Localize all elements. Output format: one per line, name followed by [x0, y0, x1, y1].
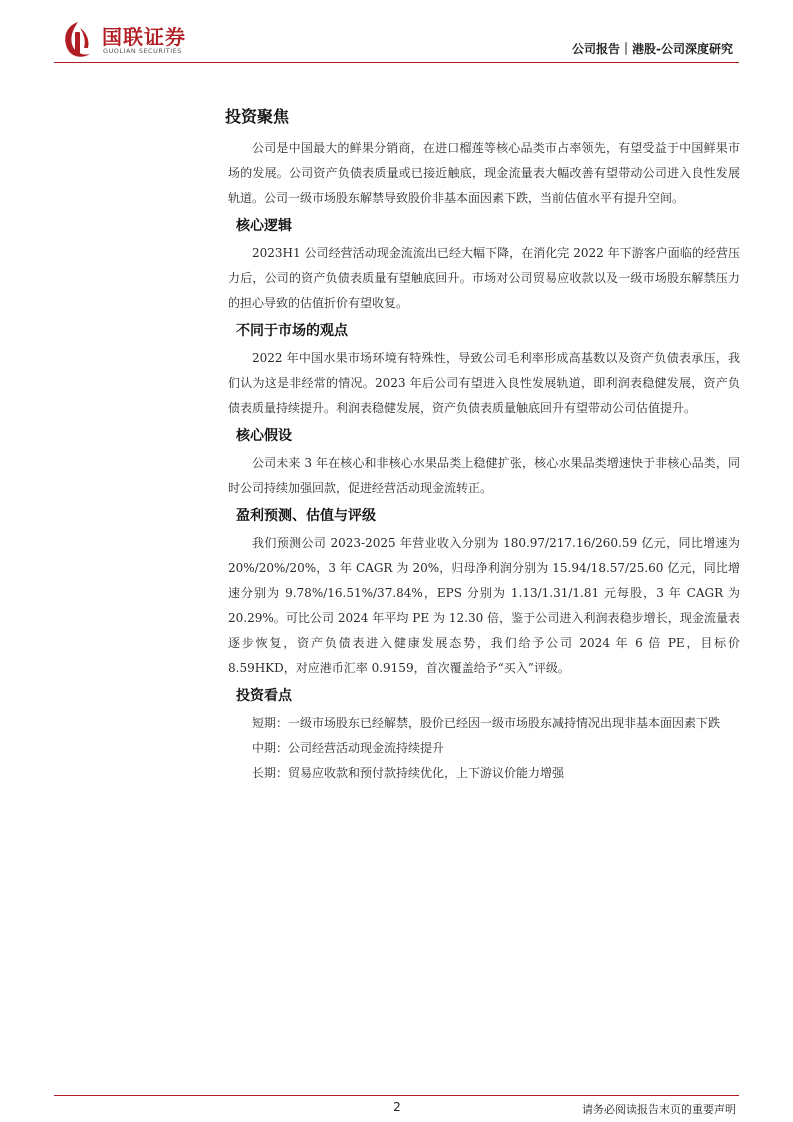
- header-divider: [54, 62, 739, 63]
- section-body-contrarian-view: 2022 年中国水果市场环境有特殊性，导致公司毛利率形成高基数以及资产负债表承压，我们认为这是非经常的情况。2023 年后公司有望进入良性发展轨道，即利润表稳健发展，资产负债表质量持续提升。利润表稳健发展，资产负债表质量触底回升有望带动公司估值提升。: [228, 351, 740, 415]
- company-logo: [60, 20, 210, 60]
- section-heading-investment-points: 投资看点: [236, 688, 292, 704]
- footer-disclaimer: 请务必阅读报告末页的重要声明: [582, 1103, 736, 1116]
- page-title: 投资聚焦: [225, 107, 290, 126]
- intro-paragraph: 公司是中国最大的鲜果分销商，在进口榴莲等核心品类市占率领先，有望受益于中国鲜果市场的发展。公司资产负债表质量或已接近触底，现金流量表大幅改善有望带动公司进入良性发展轨道。公司一级市场股东解禁导致股价非基本面因素下跌，当前估值水平有提升空间。: [228, 141, 740, 205]
- section-heading-forecast-valuation: 盈利预测、估值与评级: [236, 508, 376, 524]
- investment-point-mid-term: 中期：公司经营活动现金流持续提升: [252, 741, 445, 755]
- page-number: 2: [393, 1100, 401, 1114]
- report-type-label: 公司报告｜港股-公司深度研究: [572, 42, 733, 56]
- investment-point-long-term: 长期：贸易应收款和预付款持续优化，上下游议价能力增强: [252, 766, 565, 780]
- investment-point-short-term: 短期：一级市场股东已经解禁，股价已经因一级市场股东减持情况出现非基本面因素下跌: [252, 716, 721, 730]
- main-content: [225, 104, 740, 786]
- page-header: [0, 0, 793, 70]
- section-body-core-logic: 2023H1 公司经营活动现金流流出已经大幅下降，在消化完 2022 年下游客户面临的经营压力后，公司的资产负债表质量有望触底回升。市场对公司贸易应收款以及一级市场股东解禁压力的担心导致的估值折价有望收复。: [228, 246, 740, 310]
- section-heading-contrarian-view: 不同于市场的观点: [236, 323, 348, 339]
- section-heading-core-assumptions: 核心假设: [236, 428, 292, 444]
- logo-icon: [60, 20, 96, 60]
- section-body-forecast-valuation: 我们预测公司 2023-2025 年营业收入分别为 180.97/217.16/260.59 亿元，同比增速为 20%/20%/20%，3 年 CAGR 为 20%，归母净利润分别为 15.94/18.57/25.60 亿元，同比增速分别为 9.78%/16.51%/37.84%，EPS 分别为 1.13/1.31/1.81 元每股，3 年 CAGR 为 20.29%。可比公司 2024 年平均 PE 为 12.30 倍，鉴于公司进入利润表稳步增长，现金流量表逐步恢复，资产负债表进入健康发展态势，我们给予公司 2024 年 6 倍 PE，目标价 8.59HKD，对应港币汇率 0.9159，首次覆盖给予“买入”评级。: [228, 536, 740, 675]
- section-body-core-assumptions: 公司未来 3 年在核心和非核心水果品类上稳健扩张，核心水果品类增速快于非核心品类，同时公司持续加强回款，促进经营活动现金流转正。: [228, 456, 740, 495]
- logo-text-en: GUOLIAN SECURITIES: [103, 47, 182, 55]
- section-heading-core-logic: 核心逻辑: [236, 218, 292, 234]
- logo-text-cn: 国联证券: [102, 25, 186, 49]
- footer-divider: [54, 1095, 739, 1096]
